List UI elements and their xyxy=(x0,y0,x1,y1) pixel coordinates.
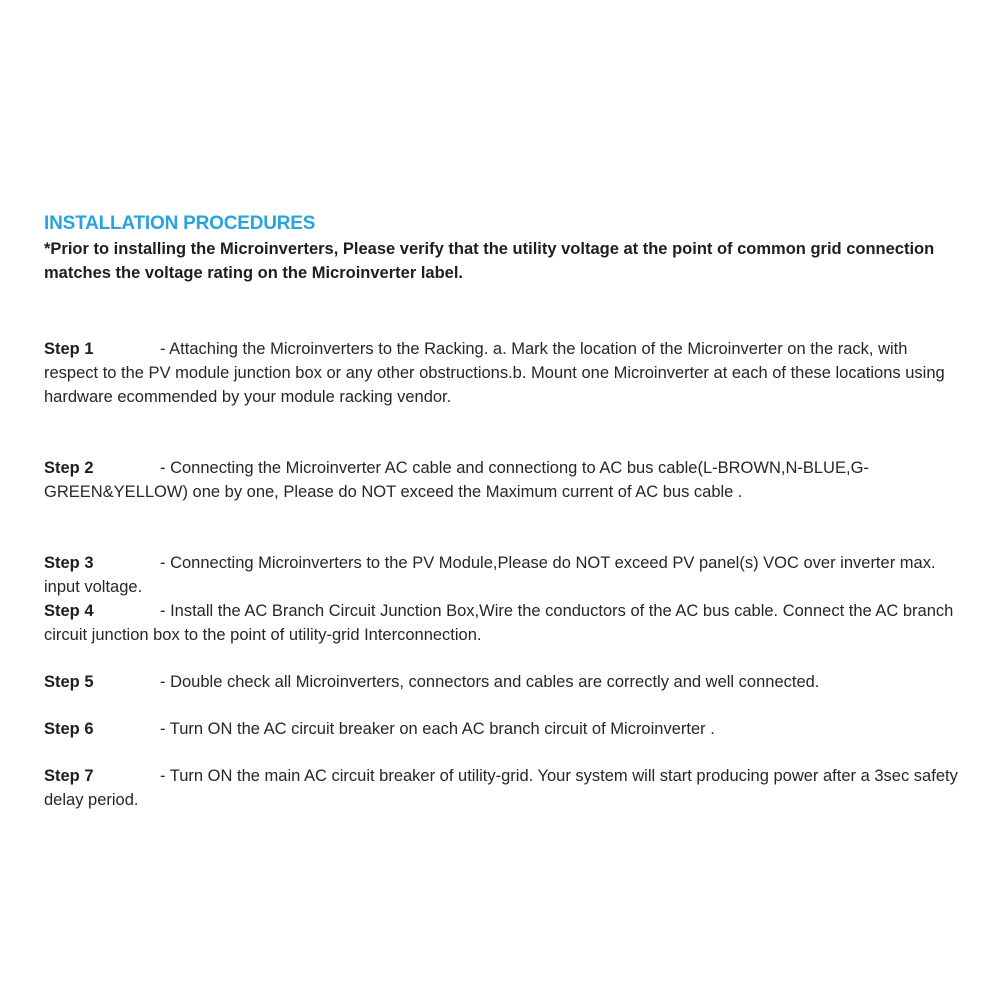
step-label: Step 4 xyxy=(44,602,94,620)
step-label: Step 7 xyxy=(44,767,94,785)
step-description: - Connecting the Microinverter AC cable and connectiong to AC bus cable(L-BROWN,N-BLUE,G-GREEN&YELLOW) one by one, Please do NOT exceed the Maximum current of AC bus cable . xyxy=(44,459,869,501)
warning-note: *Prior to installing the Microinverters, Please verify that the utility voltage at the point of common grid connection matches the voltage rating on the Microinverter label. xyxy=(44,240,935,282)
step-4 xyxy=(44,599,959,647)
step-description: - Turn ON the AC circuit breaker on each AC branch circuit of Microinverter . xyxy=(160,720,715,738)
installation-procedures-document xyxy=(44,212,959,812)
step-label: Step 3 xyxy=(44,554,94,572)
page-title: INSTALLATION PROCEDURES xyxy=(44,213,316,234)
step-description: - Turn ON the main AC circuit breaker of utility-grid. Your system will start producing power after a 3sec safety delay period. xyxy=(44,767,958,809)
step-5 xyxy=(44,670,959,694)
step-1 xyxy=(44,337,959,409)
step-7 xyxy=(44,764,959,812)
step-label: Step 6 xyxy=(44,720,94,738)
step-description: - Attaching the Microinverters to the Racking. a. Mark the location of the Microinverter on the rack, with respect to the PV module junction box or any other obstructions.b. Mount one Microinverter at each of these locations using hardware ecommended by your module racking vendor. xyxy=(44,340,945,406)
step-label: Step 5 xyxy=(44,673,94,691)
step-label: Step 2 xyxy=(44,459,94,477)
step-2 xyxy=(44,456,959,504)
step-description: - Install the AC Branch Circuit Junction Box,Wire the conductors of the AC bus cable. Connect the AC branch circuit junction box to the point of utility-grid Interconnection. xyxy=(44,602,954,644)
step-6 xyxy=(44,717,959,741)
step-3 xyxy=(44,551,959,599)
step-description: - Double check all Microinverters, connectors and cables are correctly and well connected. xyxy=(160,673,820,691)
step-description: - Connecting Microinverters to the PV Module,Please do NOT exceed PV panel(s) VOC over inverter max. input voltage. xyxy=(44,554,936,596)
step-label: Step 1 xyxy=(44,340,94,358)
